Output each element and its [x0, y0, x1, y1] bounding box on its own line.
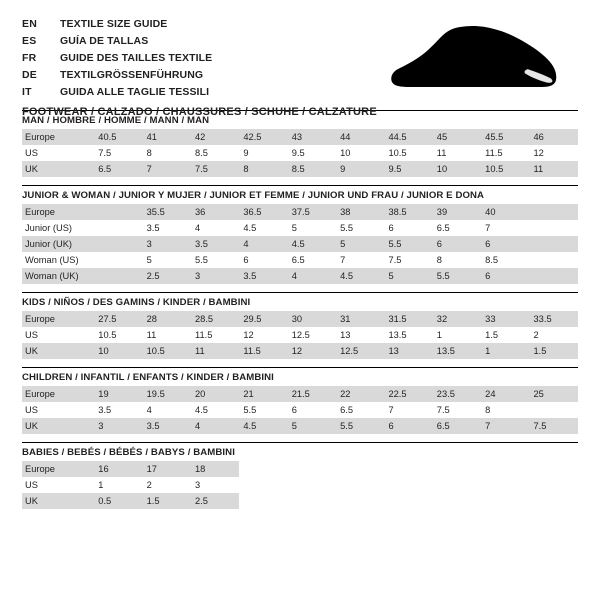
cell: 31 — [336, 311, 384, 327]
cell: 4.5 — [239, 418, 287, 434]
cell: 6 — [288, 402, 336, 418]
language-title-block — [22, 16, 212, 101]
cell: 21 — [239, 386, 287, 402]
cell: 5 — [384, 268, 432, 284]
cell: 37.5 — [288, 204, 336, 220]
cell: 29.5 — [239, 311, 287, 327]
cell: 41 — [143, 129, 191, 145]
cell-empty — [530, 493, 578, 509]
cell: 10.5 — [481, 161, 529, 177]
cell: 6 — [433, 236, 481, 252]
cell: 13.5 — [433, 343, 481, 359]
language-title: TEXTILGRÖSSENFÜHRUNG — [60, 69, 204, 81]
cell: 13 — [336, 327, 384, 343]
table-row — [22, 161, 578, 177]
cell: 6.5 — [288, 252, 336, 268]
language-code: EN — [22, 18, 37, 30]
cell: 13.5 — [384, 327, 432, 343]
row-label: UK — [22, 418, 94, 434]
table-row — [22, 220, 578, 236]
cell: 46 — [530, 129, 578, 145]
cell: 8.5 — [191, 145, 239, 161]
table-row — [22, 343, 578, 359]
size-table — [22, 311, 578, 359]
cell: 7 — [384, 402, 432, 418]
cell — [530, 402, 578, 418]
cell: 21.5 — [288, 386, 336, 402]
table-row — [22, 145, 578, 161]
cell: 6 — [384, 418, 432, 434]
cell: 7.5 — [384, 252, 432, 268]
row-label: UK — [22, 493, 94, 509]
cell: 44.5 — [384, 129, 432, 145]
cell: 22 — [336, 386, 384, 402]
cell: 11.5 — [239, 343, 287, 359]
page-header — [22, 14, 578, 118]
spacer — [22, 284, 578, 292]
cell: 1 — [94, 477, 142, 493]
cell: 10 — [433, 161, 481, 177]
cell: 5.5 — [191, 252, 239, 268]
cell: 4.5 — [288, 236, 336, 252]
cell: 3.5 — [143, 220, 191, 236]
row-label: Europe — [22, 204, 94, 220]
cell — [530, 220, 578, 236]
cell: 5.5 — [336, 418, 384, 434]
cell-empty — [481, 493, 529, 509]
cell: 43 — [288, 129, 336, 145]
size-table — [22, 386, 578, 434]
table-row — [22, 268, 578, 284]
cell — [94, 220, 142, 236]
language-row — [22, 67, 212, 84]
cell: 3.5 — [143, 418, 191, 434]
cell: 9.5 — [288, 145, 336, 161]
cell: 5 — [288, 418, 336, 434]
cell: 3 — [94, 418, 142, 434]
cell-empty — [384, 461, 432, 477]
cell: 5.5 — [336, 220, 384, 236]
cell-empty — [433, 461, 481, 477]
cell: 45.5 — [481, 129, 529, 145]
cell: 39 — [433, 204, 481, 220]
row-label: Europe — [22, 386, 94, 402]
section-junior-woman — [22, 185, 578, 284]
cell — [530, 204, 578, 220]
cell: 6 — [481, 268, 529, 284]
cell-empty — [530, 477, 578, 493]
table-row — [22, 477, 578, 493]
cell: 1 — [481, 343, 529, 359]
cell: 7.5 — [191, 161, 239, 177]
cell-empty — [336, 493, 384, 509]
table-row — [22, 327, 578, 343]
cell: 12 — [288, 343, 336, 359]
row-label: UK — [22, 161, 94, 177]
cell: 8 — [143, 145, 191, 161]
cell: 10.5 — [94, 327, 142, 343]
cell: 11 — [530, 161, 578, 177]
size-table — [22, 461, 578, 509]
cell: 3 — [191, 477, 239, 493]
cell: 10 — [336, 145, 384, 161]
cell-empty — [239, 493, 287, 509]
dress-shoe-icon — [380, 20, 560, 98]
cell: 3 — [191, 268, 239, 284]
cell-empty — [239, 461, 287, 477]
cell-empty — [481, 477, 529, 493]
cell: 40 — [481, 204, 529, 220]
cell: 4 — [191, 220, 239, 236]
language-code: IT — [22, 86, 32, 98]
cell-empty — [336, 477, 384, 493]
section-man — [22, 110, 578, 177]
cell: 24 — [481, 386, 529, 402]
language-title: GUIDE DES TAILLES TEXTILE — [60, 52, 213, 64]
row-label: US — [22, 145, 94, 161]
cell: 11.5 — [481, 145, 529, 161]
language-row — [22, 16, 212, 33]
cell: 12.5 — [288, 327, 336, 343]
cell — [94, 204, 142, 220]
language-title: TEXTILE SIZE GUIDE — [60, 18, 168, 30]
cell-empty — [336, 461, 384, 477]
cell: 12.5 — [336, 343, 384, 359]
row-label: Woman (UK) — [22, 268, 94, 284]
cell: 2.5 — [191, 493, 239, 509]
row-label: Woman (US) — [22, 252, 94, 268]
cell: 5.5 — [239, 402, 287, 418]
cell: 38.5 — [384, 204, 432, 220]
cell: 2.5 — [143, 268, 191, 284]
cell: 6 — [481, 236, 529, 252]
cell: 42.5 — [239, 129, 287, 145]
section-title: MAN / HOMBRE / HOMME / MANN / MAN — [22, 110, 578, 129]
table-row — [22, 311, 578, 327]
cell: 9 — [336, 161, 384, 177]
cell: 23.5 — [433, 386, 481, 402]
size-table — [22, 204, 578, 284]
cell-empty — [288, 477, 336, 493]
cell-empty — [433, 493, 481, 509]
spacer — [22, 177, 578, 185]
cell: 8.5 — [481, 252, 529, 268]
cell: 6 — [239, 252, 287, 268]
cell — [94, 236, 142, 252]
cell: 10 — [94, 343, 142, 359]
cell: 20 — [191, 386, 239, 402]
cell: 38 — [336, 204, 384, 220]
spacer — [22, 359, 578, 367]
cell: 25 — [530, 386, 578, 402]
table-row — [22, 418, 578, 434]
cell-empty — [239, 477, 287, 493]
cell: 35.5 — [143, 204, 191, 220]
cell: 31.5 — [384, 311, 432, 327]
cell: 42 — [191, 129, 239, 145]
cell: 8 — [433, 252, 481, 268]
cell: 28.5 — [191, 311, 239, 327]
cell: 4.5 — [191, 402, 239, 418]
cell: 18 — [191, 461, 239, 477]
cell-empty — [433, 477, 481, 493]
cell: 12 — [530, 145, 578, 161]
footwear-heading: FOOTWEAR / CALZADO / CHAUSSURES / SCHUHE / CALZATURE — [22, 106, 377, 118]
language-code: DE — [22, 69, 37, 81]
section-title: JUNIOR & WOMAN / JUNIOR Y MUJER / JUNIOR ET FEMME / JUNIOR UND FRAU / JUNIOR E DONA — [22, 185, 578, 204]
cell-empty — [530, 461, 578, 477]
cell: 7 — [481, 220, 529, 236]
table-row — [22, 493, 578, 509]
cell: 11 — [191, 343, 239, 359]
cell: 6.5 — [433, 418, 481, 434]
cell: 7 — [481, 418, 529, 434]
cell: 19.5 — [143, 386, 191, 402]
cell: 4 — [239, 236, 287, 252]
table-row — [22, 236, 578, 252]
cell: 8 — [239, 161, 287, 177]
cell — [94, 268, 142, 284]
row-label: US — [22, 477, 94, 493]
table-row — [22, 402, 578, 418]
cell: 6.5 — [433, 220, 481, 236]
cell: 0.5 — [94, 493, 142, 509]
cell: 11 — [433, 145, 481, 161]
cell: 1.5 — [481, 327, 529, 343]
cell: 28 — [143, 311, 191, 327]
cell: 2 — [530, 327, 578, 343]
cell: 2 — [143, 477, 191, 493]
cell: 9 — [239, 145, 287, 161]
row-label: US — [22, 327, 94, 343]
language-title: GUIDA ALLE TAGLIE TESSILI — [60, 86, 210, 98]
cell: 7.5 — [94, 145, 142, 161]
section-children — [22, 367, 578, 434]
size-table — [22, 129, 578, 177]
cell: 33 — [481, 311, 529, 327]
language-row — [22, 50, 212, 67]
section-title: KIDS / NIÑOS / DES GAMINS / KINDER / BAMBINI — [22, 292, 578, 311]
cell: 40.5 — [94, 129, 142, 145]
row-label: Europe — [22, 129, 94, 145]
cell: 3.5 — [94, 402, 142, 418]
cell-empty — [288, 461, 336, 477]
cell: 36.5 — [239, 204, 287, 220]
language-row — [22, 84, 212, 101]
cell: 8 — [481, 402, 529, 418]
cell: 4.5 — [336, 268, 384, 284]
cell: 4.5 — [239, 220, 287, 236]
cell: 4 — [288, 268, 336, 284]
row-label: US — [22, 402, 94, 418]
cell: 1.5 — [143, 493, 191, 509]
cell: 6 — [384, 220, 432, 236]
language-row — [22, 33, 212, 50]
row-label: Europe — [22, 461, 94, 477]
cell: 22.5 — [384, 386, 432, 402]
section-title: CHILDREN / INFANTIL / ENFANTS / KINDER / BAMBINI — [22, 367, 578, 386]
cell: 12 — [239, 327, 287, 343]
cell: 7 — [143, 161, 191, 177]
cell: 16 — [94, 461, 142, 477]
spacer — [22, 434, 578, 442]
table-row — [22, 129, 578, 145]
section-kids — [22, 292, 578, 359]
cell — [530, 236, 578, 252]
cell: 45 — [433, 129, 481, 145]
cell — [530, 252, 578, 268]
cell: 27.5 — [94, 311, 142, 327]
row-label: UK — [22, 343, 94, 359]
table-row — [22, 252, 578, 268]
cell: 4 — [143, 402, 191, 418]
cell: 3.5 — [239, 268, 287, 284]
cell: 4 — [191, 418, 239, 434]
table-row — [22, 204, 578, 220]
cell-empty — [481, 461, 529, 477]
cell: 33.5 — [530, 311, 578, 327]
table-row — [22, 461, 578, 477]
cell: 7 — [336, 252, 384, 268]
language-title: GUÍA DE TALLAS — [60, 35, 149, 47]
section-title: BABIES / BEBÉS / BÉBÉS / BABYS / BAMBINI — [22, 442, 578, 461]
row-label: Junior (US) — [22, 220, 94, 236]
cell: 10.5 — [384, 145, 432, 161]
cell: 32 — [433, 311, 481, 327]
cell: 11.5 — [191, 327, 239, 343]
cell: 36 — [191, 204, 239, 220]
cell: 6.5 — [94, 161, 142, 177]
cell: 1 — [433, 327, 481, 343]
cell: 44 — [336, 129, 384, 145]
cell: 3 — [143, 236, 191, 252]
cell-empty — [384, 493, 432, 509]
cell — [94, 252, 142, 268]
language-code: FR — [22, 52, 37, 64]
cell: 5 — [336, 236, 384, 252]
cell: 7.5 — [530, 418, 578, 434]
cell: 13 — [384, 343, 432, 359]
cell: 10.5 — [143, 343, 191, 359]
cell: 17 — [143, 461, 191, 477]
table-row — [22, 386, 578, 402]
row-label: Europe — [22, 311, 94, 327]
cell-empty — [288, 493, 336, 509]
cell: 1.5 — [530, 343, 578, 359]
cell: 6.5 — [336, 402, 384, 418]
cell: 5.5 — [433, 268, 481, 284]
cell: 7.5 — [433, 402, 481, 418]
cell: 5.5 — [384, 236, 432, 252]
cell: 9.5 — [384, 161, 432, 177]
cell: 30 — [288, 311, 336, 327]
row-label: Junior (UK) — [22, 236, 94, 252]
cell: 5 — [143, 252, 191, 268]
cell: 19 — [94, 386, 142, 402]
section-babies — [22, 442, 578, 509]
cell: 3.5 — [191, 236, 239, 252]
cell-empty — [384, 477, 432, 493]
cell: 11 — [143, 327, 191, 343]
cell — [530, 268, 578, 284]
cell: 5 — [288, 220, 336, 236]
cell: 8.5 — [288, 161, 336, 177]
language-code: ES — [22, 35, 37, 47]
